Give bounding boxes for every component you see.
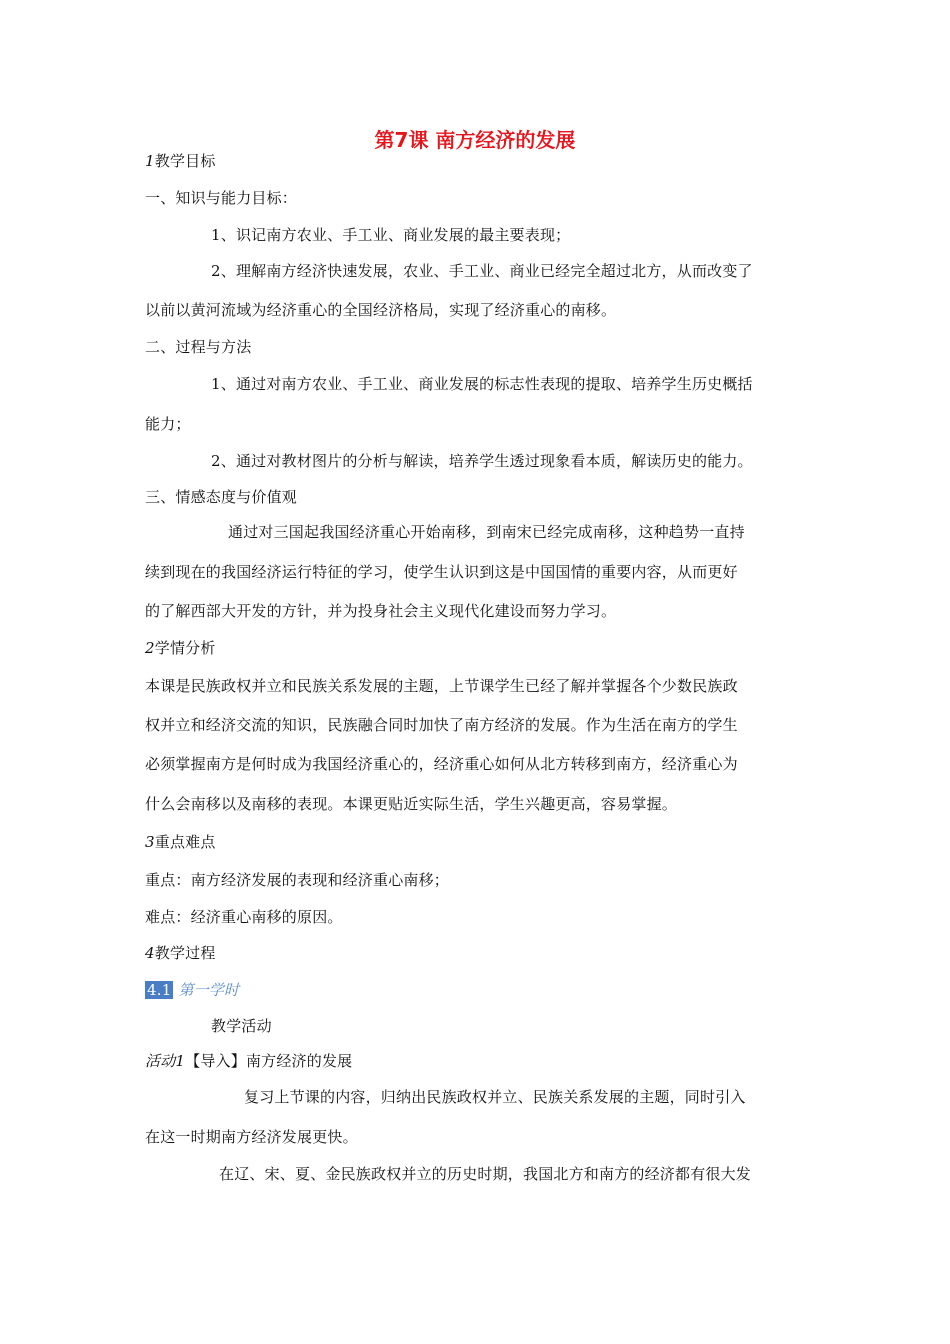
goal-process-1-line2: 能力； — [145, 415, 191, 433]
goal-process-2: 2、通过对教材图片的分析与解读，培养学生透过现象看本质，解读历史的能力。 — [211, 452, 753, 470]
activity-1-prefix: 活动1 — [145, 1052, 186, 1070]
goal-emotion-line3: 的了解西部大开发的方针，并为投身社会主义现代化建设而努力学习。 — [145, 602, 617, 620]
activity-heading: 教学活动 — [211, 1017, 272, 1035]
goal-heading-knowledge: 一、知识与能力目标： — [145, 189, 298, 207]
section-heading-process — [145, 942, 216, 964]
goal-heading-emotion: 三、情感态度与价值观 — [145, 488, 298, 506]
goal-emotion-line1: 通过对三国起我国经济重心开始南移，到南宋已经完成南移，这种趋势一直持 — [228, 523, 745, 541]
analysis-line2: 权并立和经济交流的知识，民族融合同时加快了南方经济的发展。作为生活在南方的学生 — [145, 716, 738, 734]
activity-1-line1: 复习上节课的内容，归纳出民族政权并立、民族关系发展的主题，同时引入 — [244, 1088, 746, 1106]
section-number: 2 — [145, 639, 155, 657]
subsection-label: 第一学时 — [178, 981, 240, 999]
goal-knowledge-2-line1: 2、理解南方经济快速发展，农业、手工业、商业已经完全超过北方，从而改变了 — [211, 262, 753, 280]
section-label: 学情分析 — [154, 639, 216, 657]
activity-1-line2: 在这一时期南方经济发展更快。 — [145, 1128, 358, 1146]
activity-1-line3: 在辽、宋、夏、金民族政权并立的历史时期，我国北方和南方的经济都有很大发 — [219, 1165, 752, 1183]
page-title: 第7课 南方经济的发展 — [374, 128, 576, 152]
section-label: 教学目标 — [154, 152, 216, 170]
activity-1-heading — [145, 1050, 352, 1072]
goal-knowledge-1: 1、识记南方农业、手工业、商业发展的最主要表现； — [211, 226, 571, 244]
analysis-line4: 什么会南移以及南移的表现。本课更贴近实际生活，学生兴趣更高，容易掌握。 — [145, 795, 678, 813]
analysis-line3: 必须掌握南方是何时成为我国经济重心的，经济重心如何从北方转移到南方，经济重心为 — [145, 755, 738, 773]
section-heading-keypoints — [145, 831, 216, 853]
subsection-number: 4.1 — [147, 981, 172, 999]
activity-1-label: 【导入】南方经济的发展 — [185, 1052, 353, 1070]
subsection-first-lesson — [145, 979, 239, 1001]
goal-heading-process: 二、过程与方法 — [145, 338, 252, 356]
section-number: 3 — [145, 833, 155, 851]
goal-process-1-line1: 1、通过对南方农业、手工业、商业发展的标志性表现的提取、培养学生历史概括 — [211, 375, 753, 393]
section-label: 教学过程 — [154, 944, 216, 962]
goal-emotion-line2: 续到现在的我国经济运行特征的学习，使学生认识到这是中国国情的重要内容，从而更好 — [145, 563, 738, 581]
section-heading-analysis — [145, 637, 216, 659]
section-number: 4 — [145, 944, 155, 962]
section-label: 重点难点 — [154, 833, 216, 851]
keypoint-key: 重点：南方经济发展的表现和经济重心南移； — [145, 871, 450, 889]
keypoint-difficult: 难点：经济重心南移的原因。 — [145, 908, 343, 926]
goal-knowledge-2-line2: 以前以黄河流域为经济重心的全国经济格局，实现了经济重心的南移。 — [145, 301, 617, 319]
section-heading-teaching-goals — [145, 150, 216, 172]
section-number: 1 — [145, 152, 155, 170]
analysis-line1: 本课是民族政权并立和民族关系发展的主题，上节课学生已经了解并掌握各个少数民族政 — [145, 677, 738, 695]
